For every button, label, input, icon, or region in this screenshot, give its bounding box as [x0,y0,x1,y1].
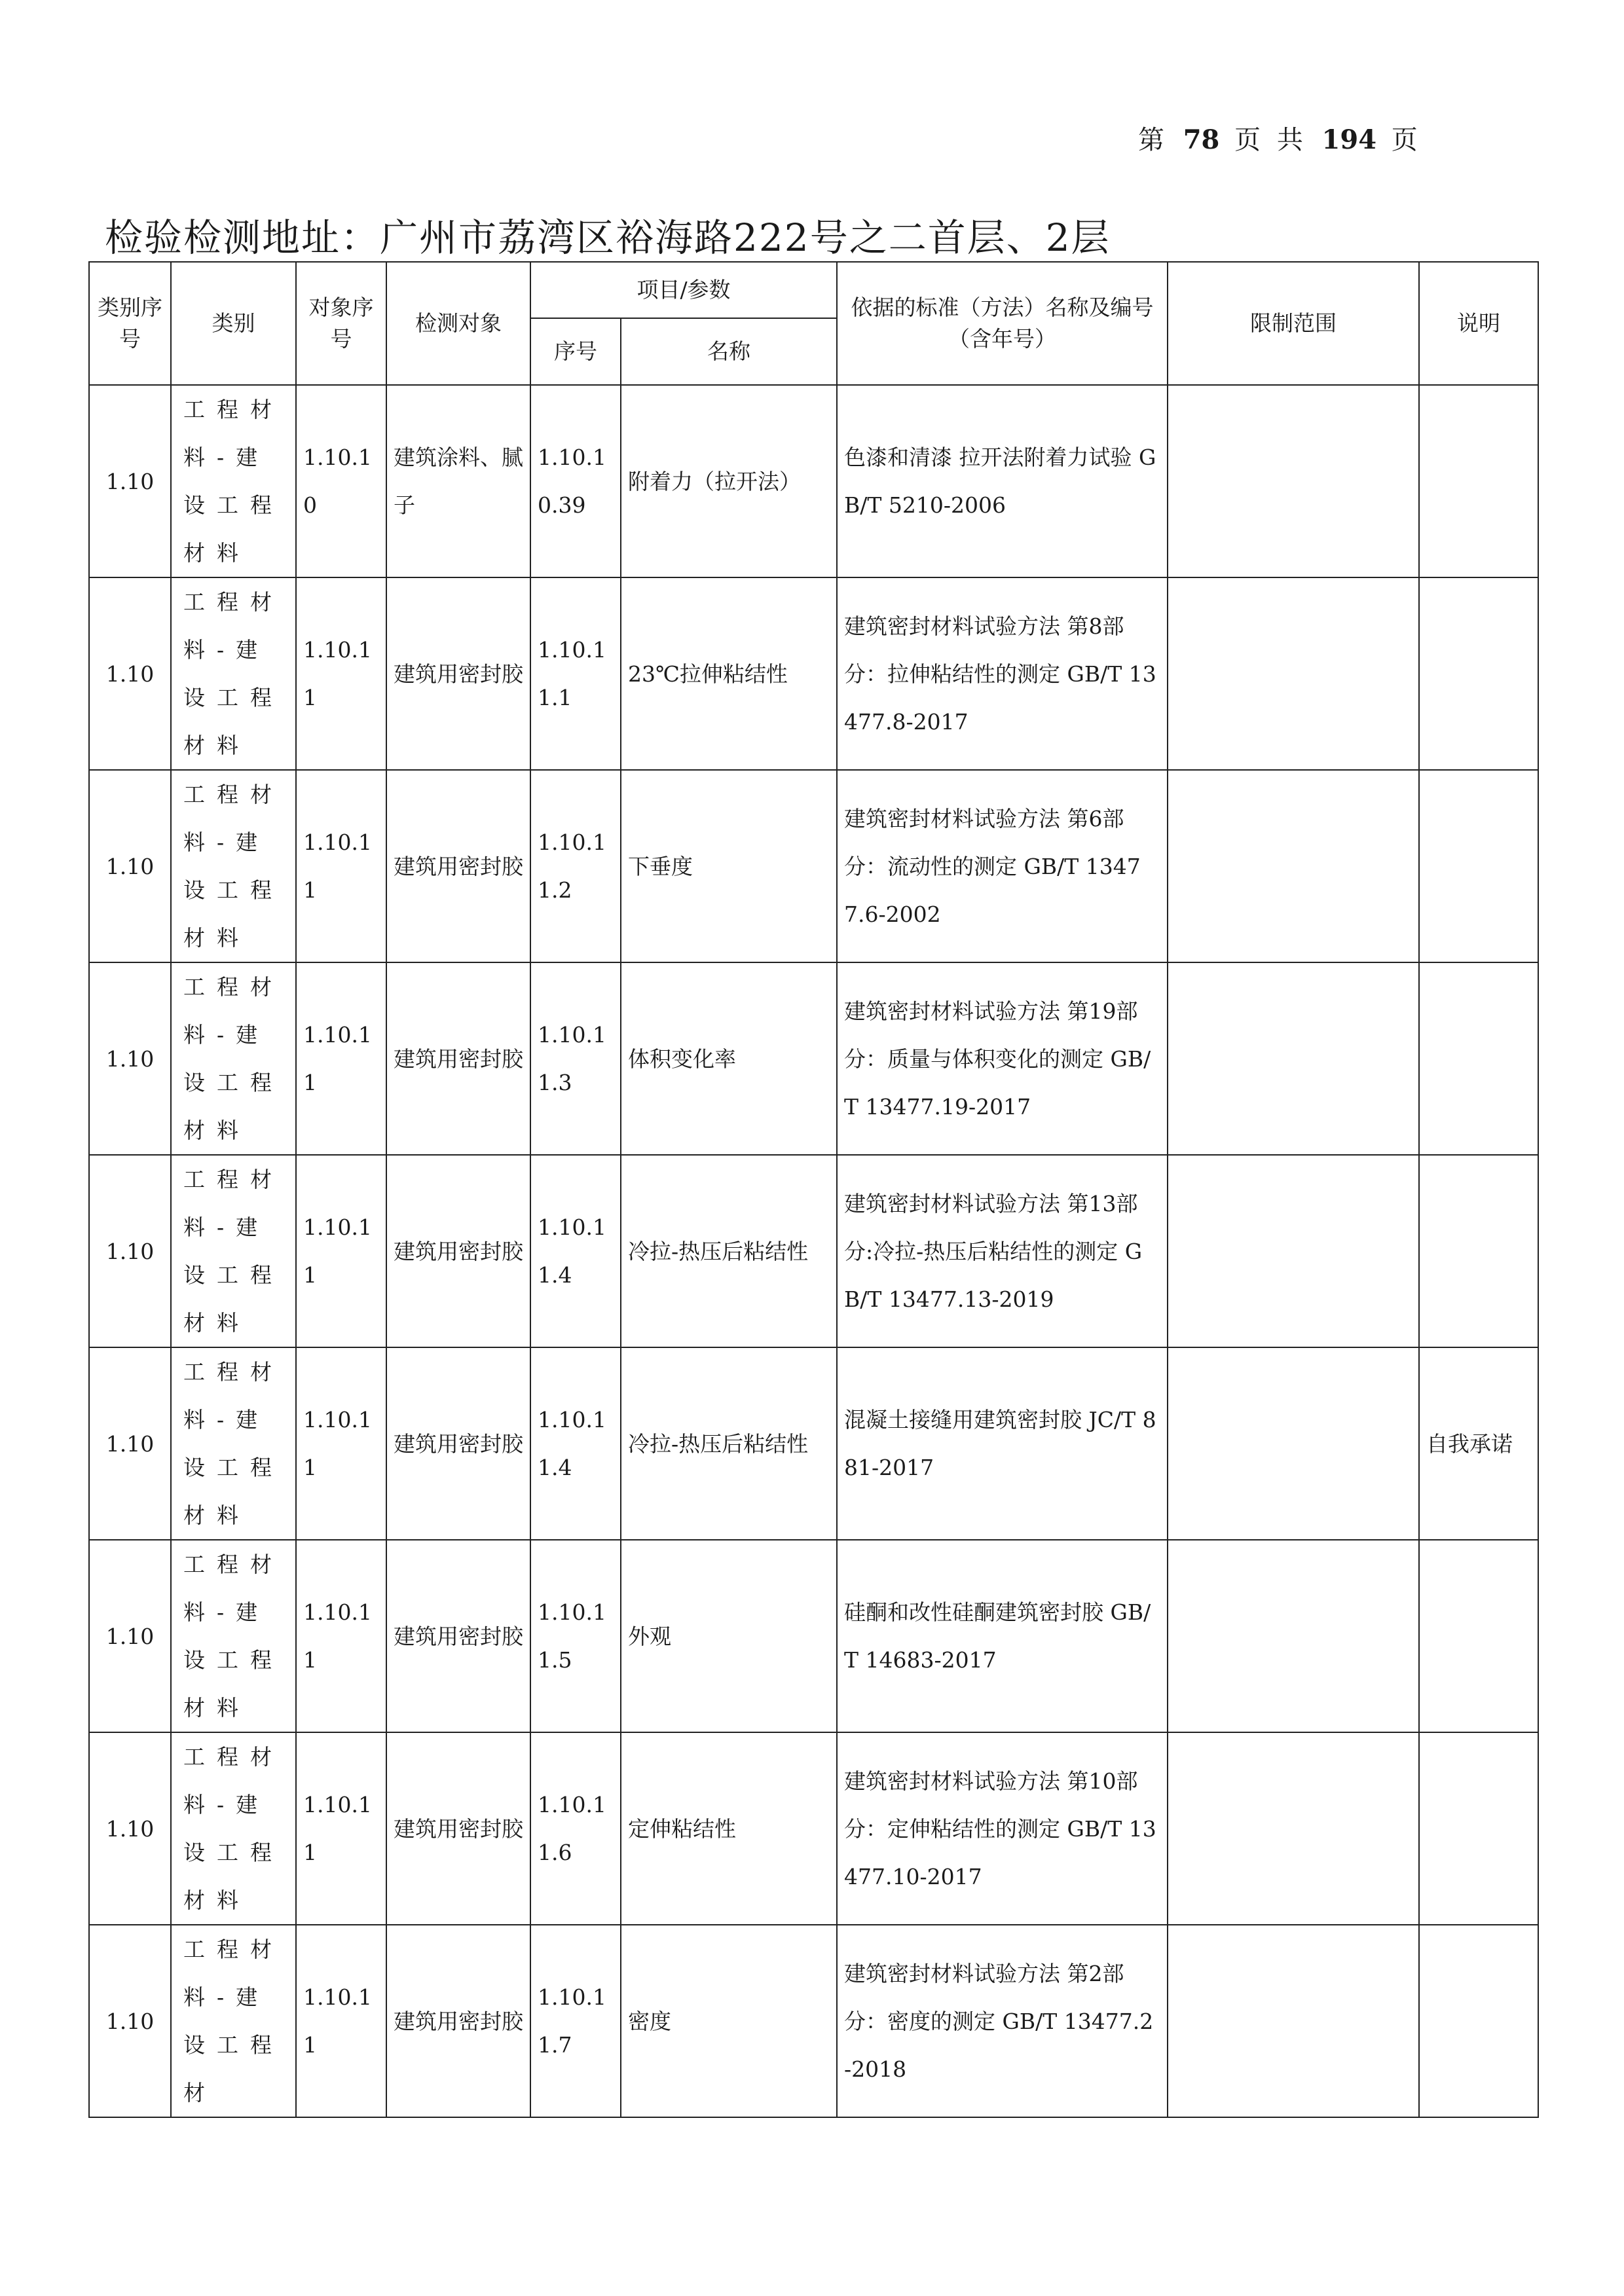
cell-category: 工程材料-建设工程材料 [171,577,296,770]
cell-item-name: 下垂度 [621,770,837,962]
cell-category: 工程材料-建设工程材料 [171,1155,296,1347]
header-note: 说明 [1419,262,1538,385]
cell-note [1419,385,1538,577]
cell-item-name: 体积变化率 [621,962,837,1155]
testing-address: 检验检测地址：广州市荔湾区裕海路222号之二首层、2层 [105,215,1111,260]
cell-category: 工程材料-建设工程材 [171,1925,296,2117]
cell-category-no: 1.10 [89,1925,171,2117]
cell-standard: 建筑密封材料试验方法 第2部分：密度的测定 GB/T 13477.2-2018 [837,1925,1168,2117]
table-row [89,1925,1538,2117]
cell-standard: 硅酮和改性硅酮建筑密封胶 GB/T 14683-2017 [837,1540,1168,1732]
cell-item-no: 1.10.11.1 [530,577,621,770]
table-row [89,962,1538,1155]
cell-test-object: 建筑用密封胶 [386,770,530,962]
cell-limit [1168,1732,1419,1925]
header-limit: 限制范围 [1168,262,1419,385]
header-object-no: 对象序号 [296,262,386,385]
cell-category-no: 1.10 [89,577,171,770]
table-row [89,1540,1538,1732]
table-body [89,385,1538,2117]
cell-standard: 建筑密封材料试验方法 第19部分：质量与体积变化的测定 GB/T 13477.19-2017 [837,962,1168,1155]
cell-object-no: 1.10.11 [296,1347,386,1540]
cell-category-no: 1.10 [89,1540,171,1732]
cell-object-no: 1.10.11 [296,770,386,962]
cell-test-object: 建筑涂料、腻子 [386,385,530,577]
cell-item-no: 1.10.11.2 [530,770,621,962]
cell-category-no: 1.10 [89,385,171,577]
cell-object-no: 1.10.11 [296,1155,386,1347]
cell-note [1419,1925,1538,2117]
cell-category-no: 1.10 [89,1347,171,1540]
cell-standard: 建筑密封材料试验方法 第6部分：流动性的测定 GB/T 13477.6-2002 [837,770,1168,962]
table-row [89,1347,1538,1540]
test-scope-table [88,261,1539,2118]
cell-item-no: 1.10.11.4 [530,1155,621,1347]
cell-item-name: 23℃拉伸粘结性 [621,577,837,770]
cell-test-object: 建筑用密封胶 [386,1347,530,1540]
header-test-object: 检测对象 [386,262,530,385]
page-number: 第 78 页 共 194 页 [1138,124,1422,155]
cell-note [1419,577,1538,770]
cell-category: 工程材料-建设工程材料 [171,1347,296,1540]
cell-test-object: 建筑用密封胶 [386,1155,530,1347]
cell-note [1419,1540,1538,1732]
cell-test-object: 建筑用密封胶 [386,1732,530,1925]
cell-note [1419,770,1538,962]
header-category-no: 类别序号 [89,262,171,385]
cell-test-object: 建筑用密封胶 [386,1925,530,2117]
cell-standard: 建筑密封材料试验方法 第10部分：定伸粘结性的测定 GB/T 13477.10-2017 [837,1732,1168,1925]
cell-limit [1168,962,1419,1155]
cell-item-name: 冷拉-热压后粘结性 [621,1155,837,1347]
cell-category-no: 1.10 [89,770,171,962]
cell-object-no: 1.10.11 [296,1732,386,1925]
cell-item-no: 1.10.11.6 [530,1732,621,1925]
cell-item-name: 附着力（拉开法） [621,385,837,577]
cell-category-no: 1.10 [89,1732,171,1925]
cell-item-no: 1.10.11.4 [530,1347,621,1540]
cell-object-no: 1.10.11 [296,962,386,1155]
cell-note [1419,1155,1538,1347]
cell-item-name: 密度 [621,1925,837,2117]
cell-object-no: 1.10.11 [296,1925,386,2117]
cell-limit [1168,1155,1419,1347]
cell-item-name: 外观 [621,1540,837,1732]
cell-category: 工程材料-建设工程材料 [171,1540,296,1732]
cell-limit [1168,577,1419,770]
header-item-param: 项目/参数 [530,262,837,318]
cell-test-object: 建筑用密封胶 [386,1540,530,1732]
cell-test-object: 建筑用密封胶 [386,962,530,1155]
table-row [89,1732,1538,1925]
cell-category: 工程材料-建设工程材料 [171,1732,296,1925]
cell-standard: 建筑密封材料试验方法 第13部分:冷拉-热压后粘结性的测定 GB/T 13477.13-2019 [837,1155,1168,1347]
cell-category: 工程材料-建设工程材料 [171,385,296,577]
cell-item-no: 1.10.11.5 [530,1540,621,1732]
cell-object-no: 1.10.11 [296,1540,386,1732]
cell-category-no: 1.10 [89,962,171,1155]
cell-note: 自我承诺 [1419,1347,1538,1540]
header-standard: 依据的标准（方法）名称及编号（含年号） [837,262,1168,385]
cell-limit [1168,1347,1419,1540]
cell-standard: 混凝土接缝用建筑密封胶 JC/T 881-2017 [837,1347,1168,1540]
cell-standard: 色漆和清漆 拉开法附着力试验 GB/T 5210-2006 [837,385,1168,577]
table-row [89,1155,1538,1347]
table-row [89,385,1538,577]
cell-category: 工程材料-建设工程材料 [171,962,296,1155]
cell-test-object: 建筑用密封胶 [386,577,530,770]
cell-limit [1168,1925,1419,2117]
cell-object-no: 1.10.11 [296,577,386,770]
cell-category-no: 1.10 [89,1155,171,1347]
cell-note [1419,1732,1538,1925]
cell-object-no: 1.10.10 [296,385,386,577]
cell-item-no: 1.10.11.7 [530,1925,621,2117]
cell-item-name: 冷拉-热压后粘结性 [621,1347,837,1540]
table-row [89,770,1538,962]
cell-limit [1168,770,1419,962]
cell-note [1419,962,1538,1155]
header-item-name: 名称 [621,318,837,385]
cell-item-name: 定伸粘结性 [621,1732,837,1925]
cell-item-no: 1.10.10.39 [530,385,621,577]
header-item-no: 序号 [530,318,621,385]
cell-standard: 建筑密封材料试验方法 第8部分：拉伸粘结性的测定 GB/T 13477.8-2017 [837,577,1168,770]
cell-limit [1168,1540,1419,1732]
header-category: 类别 [171,262,296,385]
cell-category: 工程材料-建设工程材料 [171,770,296,962]
table-row [89,577,1538,770]
cell-item-no: 1.10.11.3 [530,962,621,1155]
cell-limit [1168,385,1419,577]
